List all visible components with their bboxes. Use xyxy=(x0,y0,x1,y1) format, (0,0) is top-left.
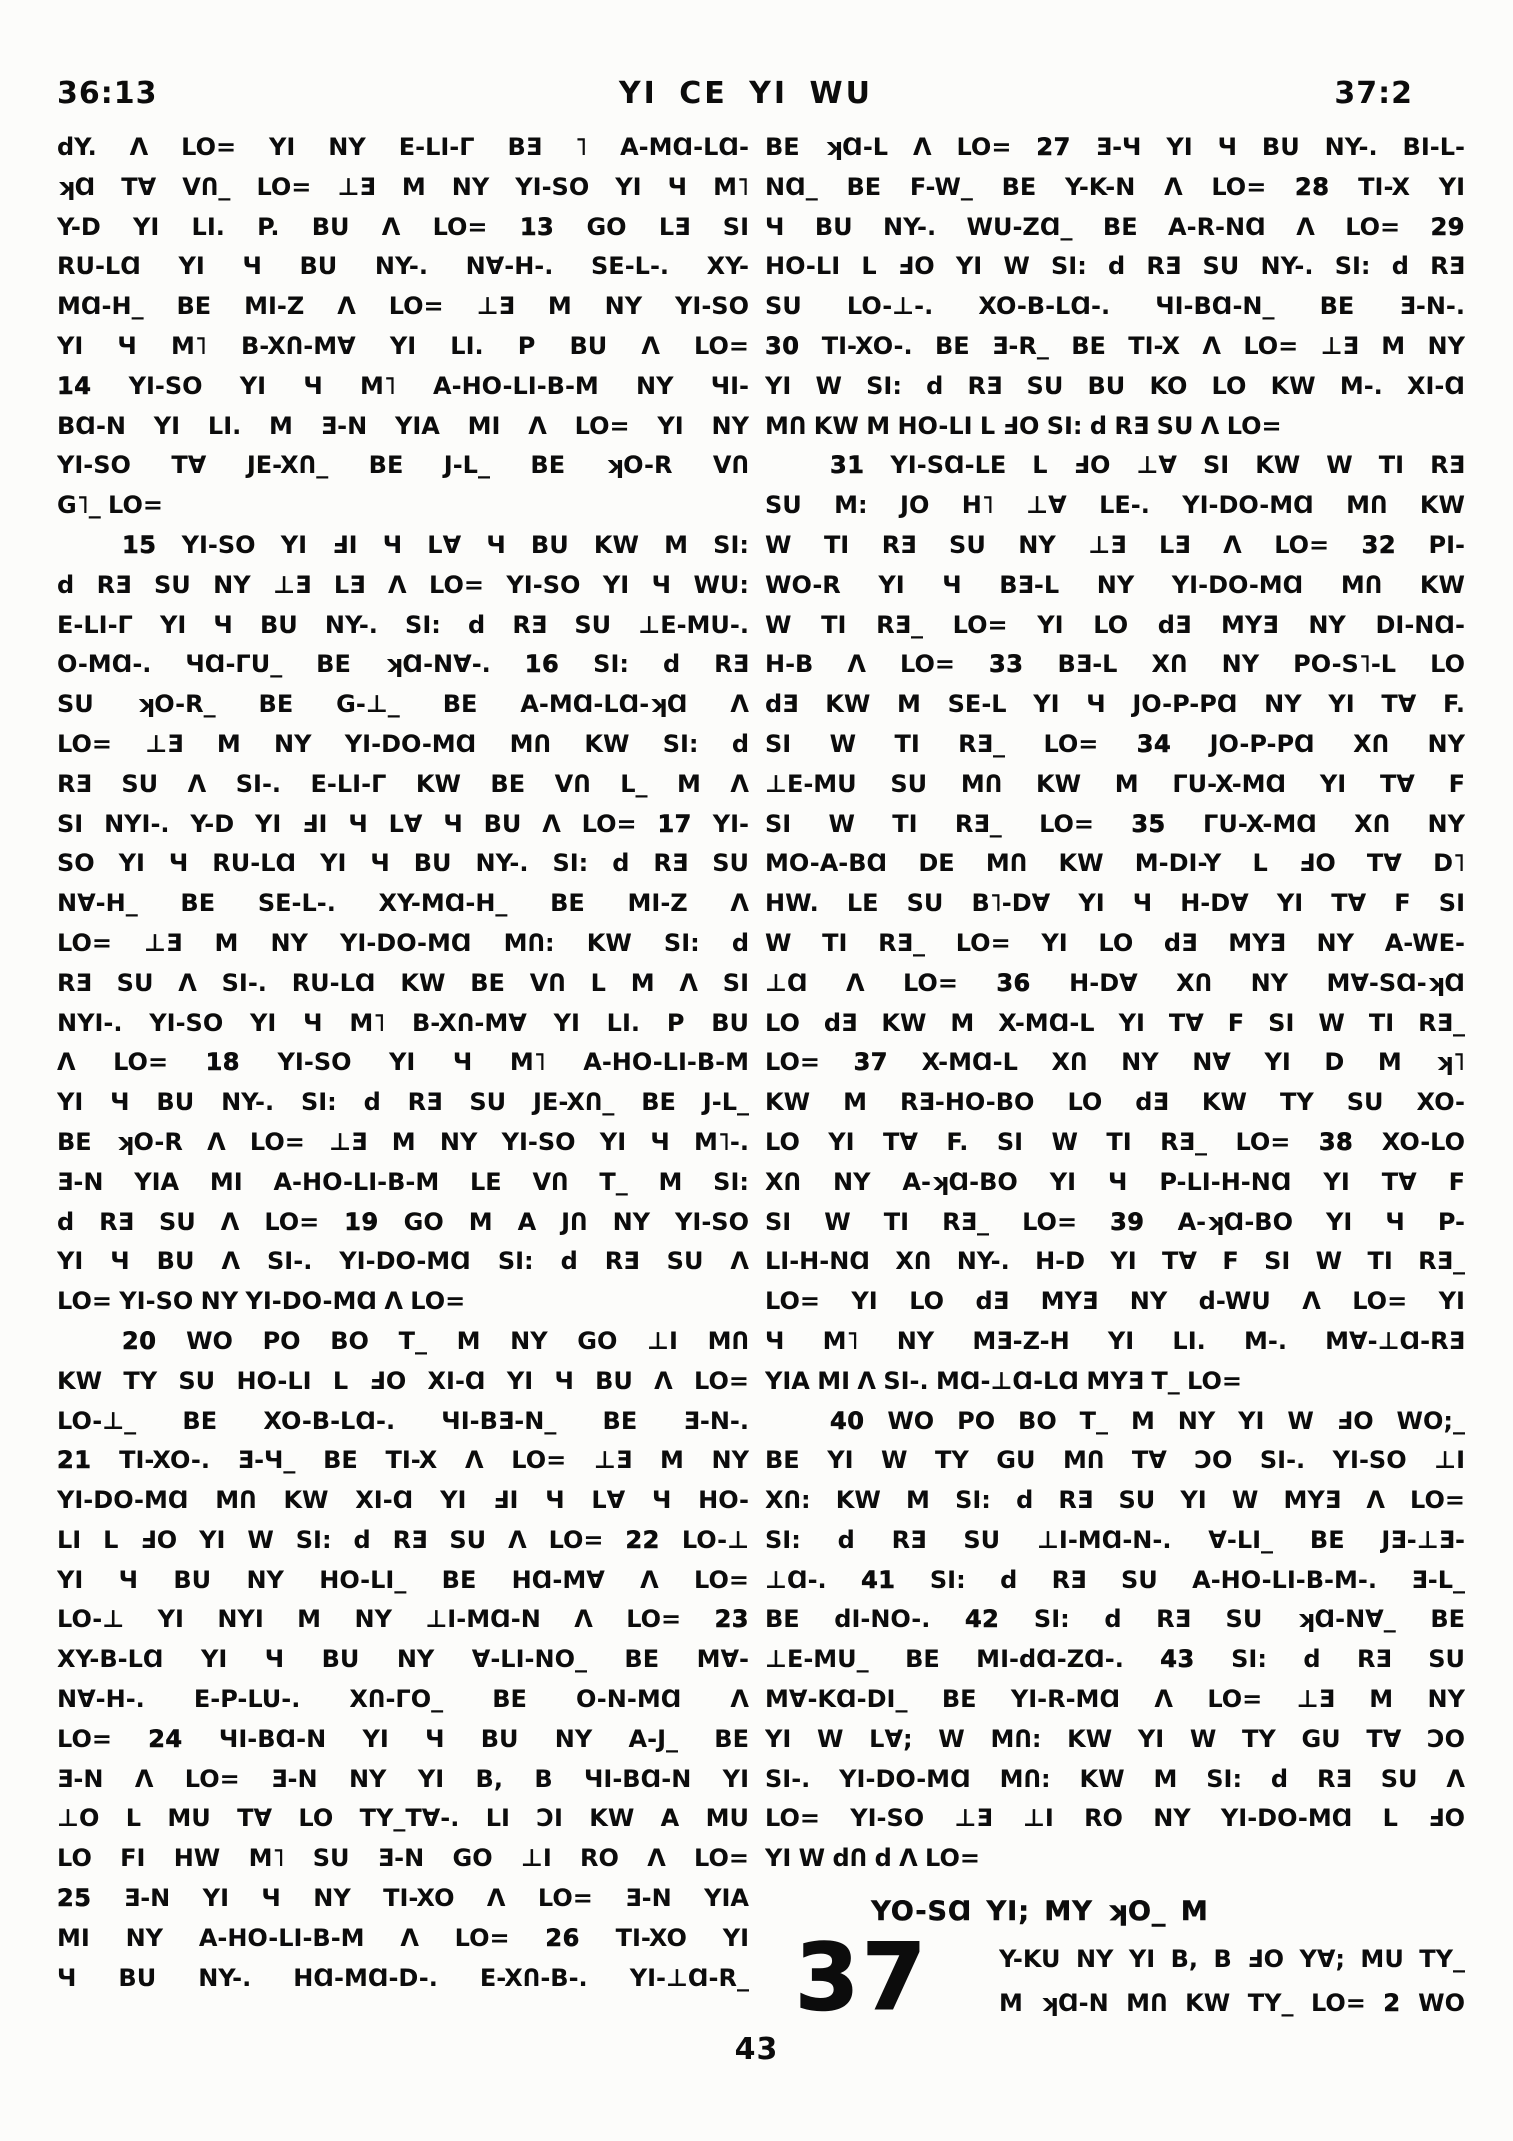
text-line: YI Ч BU NY HO-LI_ BE HⱭ-M∀ Λ LO= xyxy=(57,1565,749,1594)
header-verse-right: 37:2 xyxy=(1334,76,1413,111)
text-line: Ч M˥ NY MƎ-Z-H YI LI. M-. M∀-⊥Ɑ-RƎ xyxy=(765,1326,1465,1355)
text-line: HO-LI L ℲO YI W SI: d RƎ SU NY-. SI: d RƎ xyxy=(765,252,1465,281)
text-line: SO YI Ч RU-LⱭ YI Ч BU NY-. SI: d RƎ SU xyxy=(57,849,749,878)
text-line: M ʞⱭ-N MՈ KW TY_ LO= 2 WO xyxy=(999,1989,1465,2018)
text-line: H-B Λ LO= 33 BƎ-L XՈ NY PO-S˥-L LO xyxy=(765,650,1465,679)
text-line: G˥_ LO= xyxy=(57,491,164,520)
verse-number: 19 xyxy=(344,1207,379,1236)
verse-number: 17 xyxy=(657,809,692,838)
text-line: W TI RƎ SU NY ⊥Ǝ LƎ Λ LO= 32 PI- xyxy=(765,530,1465,559)
text-line: SI: d RƎ SU ⊥I-MⱭ-N-. ∀-LI_ BE JƎ-⊥Ǝ- xyxy=(765,1525,1465,1554)
verse-number: 29 xyxy=(1430,212,1465,241)
text-line: NⱭ_ BE F-W_ BE Y-K-N Λ LO= 28 TI-X YI xyxy=(765,172,1465,201)
text-line: XY-B-LⱭ YI Ч BU NY ∀-LI-NO_ BE M∀- xyxy=(57,1645,749,1674)
text-line: SI W TI RƎ_ LO= 35 ГU-X-MⱭ XՈ NY xyxy=(765,809,1465,838)
text-line: O-MⱭ-. ЧⱭ-ГU_ BE ʞⱭ-N∀-. 16 SI: d RƎ xyxy=(57,650,749,679)
verse-number: 13 xyxy=(519,212,555,241)
text-line: BE ʞO-R Λ LO= ⊥Ǝ M NY YI-SO YI Ч M˥-. xyxy=(57,1127,749,1156)
text-line: BE dI-NO-. 42 SI: d RƎ SU ʞⱭ-N∀_ BE xyxy=(765,1605,1465,1634)
text-line: LO= 37 X-MⱭ-L XՈ NY N∀ YI D M ʞ˥ xyxy=(765,1048,1465,1077)
text-line: SU LO-⊥-. XO-B-LⱭ-. ЧI-BⱭ-N_ BE Ǝ-N-. xyxy=(765,292,1465,321)
page-number: 43 xyxy=(734,2032,779,2067)
text-line: d RƎ SU Λ LO= 19 GO M A JՈ NY YI-SO xyxy=(57,1207,749,1236)
text-line: ⊥Ɑ Λ LO= 36 H-D∀ XՈ NY M∀-SⱭ-ʞⱭ xyxy=(765,968,1465,997)
text-line: 30 TI-XO-. BE Ǝ-R_ BE TI-X Λ LO= ⊥Ǝ M NY xyxy=(765,331,1465,360)
verse-number: 36 xyxy=(996,968,1031,997)
text-line: E-LI-Г YI Ч BU NY-. SI: d RƎ SU ⊥E-MU-. xyxy=(57,610,749,639)
verse-number: 32 xyxy=(1361,530,1397,559)
verse-number: 20 xyxy=(122,1326,157,1355)
text-line: LO= YI-SO ⊥Ǝ ⊥I RO NY YI-DO-MⱭ L ℲO xyxy=(765,1804,1465,1833)
text-line: YIA MI Λ SI-. MⱭ-⊥Ɑ-LⱭ MYƎ T_ LO= xyxy=(765,1366,1243,1395)
text-line: LO-⊥ YI NYI M NY ⊥I-MⱭ-N Λ LO= 23 xyxy=(57,1605,749,1634)
text-line: 25 Ǝ-N YI Ч NY TI-XO Λ LO= Ǝ-N YIA xyxy=(57,1884,749,1913)
text-line: LO= ⊥Ǝ M NY YI-DO-MⱭ MՈ KW SI: d xyxy=(57,729,749,758)
text-line: MՈ KW M HO-LI L ℲO SI: d RƎ SU Λ LO= xyxy=(765,411,1282,440)
text-line: HW. LE SU B˥-D∀ YI Ч H-D∀ YI T∀ F SI xyxy=(765,889,1465,918)
verse-number: 16 xyxy=(524,650,560,679)
verse-number: 14 xyxy=(57,371,92,400)
text-line: 15 YI-SO YI ℲI Ч L∀ Ч BU KW M SI: xyxy=(122,530,749,559)
verse-number: 31 xyxy=(830,451,865,480)
verse-number: 21 xyxy=(57,1446,92,1475)
text-line: RƎ SU Λ SI-. RU-LⱭ KW BE VՈ L M Λ SI xyxy=(57,968,749,997)
text-line: SI W TI RƎ_ LO= 39 A-ʞⱭ-BO YI Ч P- xyxy=(765,1207,1465,1236)
text-line: SI W TI RƎ_ LO= 34 JO-P-PⱭ XՈ NY xyxy=(765,729,1465,758)
text-line: 40 WO PO BO T_ M NY YI W ℲO WO;_ xyxy=(830,1406,1465,1435)
text-line: YI Ч BU Λ SI-. YI-DO-MⱭ SI: d RƎ SU Λ xyxy=(57,1247,749,1276)
verse-number: 30 xyxy=(765,331,800,360)
right-column xyxy=(765,128,1465,2032)
text-line: BⱭ-N YI LI. M Ǝ-N YIA MI Λ LO= YI NY xyxy=(57,411,749,440)
text-line: ʞⱭ T∀ VՈ_ LO= ⊥Ǝ M NY YI-SO YI Ч M˥ xyxy=(57,172,749,201)
text-line: W TI RƎ_ LO= YI LO dƎ MYƎ NY DI-NⱭ- xyxy=(765,610,1465,639)
text-line: SU M: JO H˥ ⊥∀ LE-. YI-DO-MⱭ MՈ KW xyxy=(765,491,1465,520)
text-line: Y-KU NY YI B, B ℲO Y∀; MU TY_ xyxy=(999,1945,1465,1974)
verse-number: 23 xyxy=(714,1605,749,1634)
verse-number: 26 xyxy=(545,1923,580,1952)
text-line: KW M RƎ-HO-BO LO dƎ KW TY SU XO- xyxy=(765,1088,1465,1117)
text-line: YI-DO-MⱭ MՈ KW XI-Ɑ YI ℲI Ч L∀ Ч HO- xyxy=(57,1486,749,1515)
text-line: dY. Λ LO= YI NY E-LI-Г BƎ ˥ A-MⱭ-LⱭ- xyxy=(57,133,749,161)
text-line: LO= YI LO dƎ MYƎ NY d-WU Λ LO= YI xyxy=(765,1287,1465,1316)
page-title: YI CE YI WU xyxy=(618,76,873,111)
left-column xyxy=(57,128,749,1998)
text-line: 21 TI-XO-. Ǝ-Ч_ BE TI-X Λ LO= ⊥Ǝ M NY xyxy=(57,1446,749,1475)
text-line: Λ LO= 18 YI-SO YI Ч M˥ A-HO-LI-B-M xyxy=(57,1048,749,1077)
verse-number: 37 xyxy=(853,1048,888,1077)
section-heading: YO-SⱭ YI; MY ʞO_ M xyxy=(871,1896,1209,1928)
text-line: MⱭ-H_ BE MI-Z Λ LO= ⊥Ǝ M NY YI-SO xyxy=(57,292,749,321)
text-line: Ǝ-N YIA MI A-HO-LI-B-M LE VՈ T_ M SI: xyxy=(57,1167,749,1196)
text-line: 31 YI-SⱭ-LE L ℲO ⊥∀ SI KW W TI RƎ xyxy=(830,451,1465,480)
text-line: YI Ч M˥ B-XՈ-M∀ YI LI. P BU Λ LO= xyxy=(57,331,749,360)
text-line: LO= YI-SO NY YI-DO-MⱭ Λ LO= xyxy=(57,1287,466,1316)
verse-number: 38 xyxy=(1318,1127,1354,1156)
text-line: LO-⊥_ BE XO-B-LⱭ-. ЧI-BƎ-N_ BE Ǝ-N-. xyxy=(57,1406,749,1435)
text-line: Y-D YI LI. P. BU Λ LO= 13 GO LƎ SI xyxy=(57,212,749,241)
text-line: YI W L∀; W MՈ: KW YI W TY GU T∀ ƆO xyxy=(765,1724,1465,1753)
text-line: LI L ℲO YI W SI: d RƎ SU Λ LO= 22 LO-⊥ xyxy=(57,1525,749,1554)
verse-number: 42 xyxy=(964,1605,1000,1634)
text-line: RƎ SU Λ SI-. E-LI-Г KW BE VՈ L_ M Λ xyxy=(57,769,749,798)
text-line: RU-LⱭ YI Ч BU NY-. N∀-H-. SE-L-. XY- xyxy=(57,252,749,281)
chapter-number: 37 xyxy=(795,1924,930,2032)
text-line: SU ʞO-R_ BE G-⊥_ BE A-MⱭ-LⱭ-ʞⱭ Λ xyxy=(57,690,749,719)
text-line: N∀-H_ BE SE-L-. XY-MⱭ-H_ BE MI-Z Λ xyxy=(57,889,749,918)
verse-number: 24 xyxy=(148,1724,183,1753)
text-line: SI-. YI-DO-MⱭ MՈ: KW M SI: d RƎ SU Λ xyxy=(765,1764,1465,1793)
running-header xyxy=(57,76,1413,111)
verse-number: 27 xyxy=(1036,133,1071,161)
text-line: LO YI T∀ F. SI W TI RƎ_ LO= 38 XO-LO xyxy=(765,1127,1465,1156)
verse-number: 22 xyxy=(625,1525,660,1554)
text-line: LI-H-NⱭ XՈ NY-. H-D YI T∀ F SI W TI RƎ_ xyxy=(765,1247,1465,1276)
text-line: LO= ⊥Ǝ M NY YI-DO-MⱭ MՈ: KW SI: d xyxy=(57,928,749,957)
verse-number: 39 xyxy=(1110,1207,1145,1236)
text-line: MO-A-BⱭ DE MՈ KW M-DI-Y L ℲO T∀ D˥ xyxy=(765,849,1465,878)
text-line: Ǝ-N Λ LO= Ǝ-N NY YI B, B ЧI-BⱭ-N YI xyxy=(57,1764,749,1793)
text-line: dƎ KW M SE-L YI Ч JO-P-PⱭ NY YI T∀ F. xyxy=(765,690,1465,719)
verse-number: 28 xyxy=(1295,172,1330,201)
chapter-paragraph xyxy=(999,1937,1465,2025)
text-line: MI NY A-HO-LI-B-M Λ LO= 26 TI-XO YI xyxy=(57,1923,749,1952)
verse-number: 18 xyxy=(205,1048,241,1077)
text-line: W TI RƎ_ LO= YI LO dƎ MYƎ NY A-WE- xyxy=(765,928,1465,957)
verse-number: 35 xyxy=(1131,809,1166,838)
text-line: BE YI W TY GU MՈ T∀ ƆO SI-. YI-SO ⊥I xyxy=(765,1446,1465,1475)
text-line: YI Ч BU NY-. SI: d RƎ SU JE-XՈ_ BE J-L_ xyxy=(57,1088,749,1117)
text-line: NYI-. YI-SO YI Ч M˥ B-XՈ-M∀ YI LI. P BU xyxy=(57,1008,749,1037)
text-line: ⊥Ɑ-. 41 SI: d RƎ SU A-HO-LI-B-M-. Ǝ-L_ xyxy=(765,1565,1465,1594)
text-line: LO FI HW M˥ SU Ǝ-N GO ⊥I RO Λ LO= xyxy=(57,1844,749,1873)
text-line: M∀-KⱭ-DI_ BE YI-R-MⱭ Λ LO= ⊥Ǝ M NY xyxy=(765,1685,1465,1714)
text-line: ⊥O L MU T∀ LO TY_T∀-. LI ƆI KW A MU xyxy=(57,1804,749,1833)
text-line: ⊥E-MU SU MՈ KW M ГU-X-MⱭ YI T∀ F xyxy=(765,769,1465,798)
text-line: 20 WO PO BO T_ M NY GO ⊥I MՈ xyxy=(122,1326,749,1355)
text-line: SI NYI-. Y-D YI ℲI Ч L∀ Ч BU Λ LO= 17 YI- xyxy=(57,809,749,838)
text-line: LO= 24 ЧI-BⱭ-N YI Ч BU NY A-J_ BE xyxy=(57,1724,749,1753)
verse-number: 25 xyxy=(57,1884,92,1913)
text-line: XՈ: KW M SI: d RƎ SU YI W MYƎ Λ LO= xyxy=(765,1486,1465,1515)
text-line: WO-R YI Ч BƎ-L NY YI-DO-MⱭ MՈ KW xyxy=(765,570,1465,599)
right-column-text xyxy=(765,128,1465,1879)
chapter-block xyxy=(765,1924,1465,2032)
verse-number: 40 xyxy=(830,1406,865,1435)
text-line: d RƎ SU NY ⊥Ǝ LƎ Λ LO= YI-SO YI Ч WU: xyxy=(57,570,749,599)
text-line: BE ʞⱭ-L Λ LO= 27 Ǝ-Ч YI Ч BU NY-. BI-L- xyxy=(765,133,1465,161)
text-line: YI-SO T∀ JE-XՈ_ BE J-L_ BE ʞO-R VՈ xyxy=(57,451,749,480)
header-verse-left: 36:13 xyxy=(57,76,158,111)
text-line: Ч BU NY-. WU-ZⱭ_ BE A-R-NⱭ Λ LO= 29 xyxy=(765,212,1465,241)
verse-number: 2 xyxy=(1383,1989,1401,2018)
verse-number: 15 xyxy=(122,530,157,559)
verse-number: 34 xyxy=(1136,729,1172,758)
text-line: N∀-H-. E-P-LU-. XՈ-ГO_ BE O-N-MⱭ Λ xyxy=(57,1685,749,1714)
text-line: ⊥E-MU_ BE MI-dⱭ-ZⱭ-. 43 SI: d RƎ SU xyxy=(765,1645,1465,1674)
text-line: YI W dՈ d Λ LO= xyxy=(765,1844,980,1873)
verse-number: 43 xyxy=(1160,1645,1195,1674)
text-line: XՈ NY A-ʞⱭ-BO YI Ч P-LI-H-NⱭ YI T∀ F xyxy=(765,1167,1465,1196)
text-line: Ч BU NY-. HⱭ-MⱭ-D-. E-XՈ-B-. YI-⊥Ɑ-R_ xyxy=(57,1963,749,1992)
text-line: LO dƎ KW M X-MⱭ-L YI T∀ F SI W TI RƎ_ xyxy=(765,1008,1465,1037)
text-line: KW TY SU HO-LI L ℲO XI-Ɑ YI Ч BU Λ LO= xyxy=(57,1366,749,1395)
verse-number: 41 xyxy=(861,1565,896,1594)
text-line: YI W SI: d RƎ SU BU KO LO KW M-. XI-Ɑ xyxy=(765,371,1465,400)
text-line: 14 YI-SO YI Ч M˥ A-HO-LI-B-M NY ЧI- xyxy=(57,371,749,400)
verse-number: 33 xyxy=(989,650,1024,679)
